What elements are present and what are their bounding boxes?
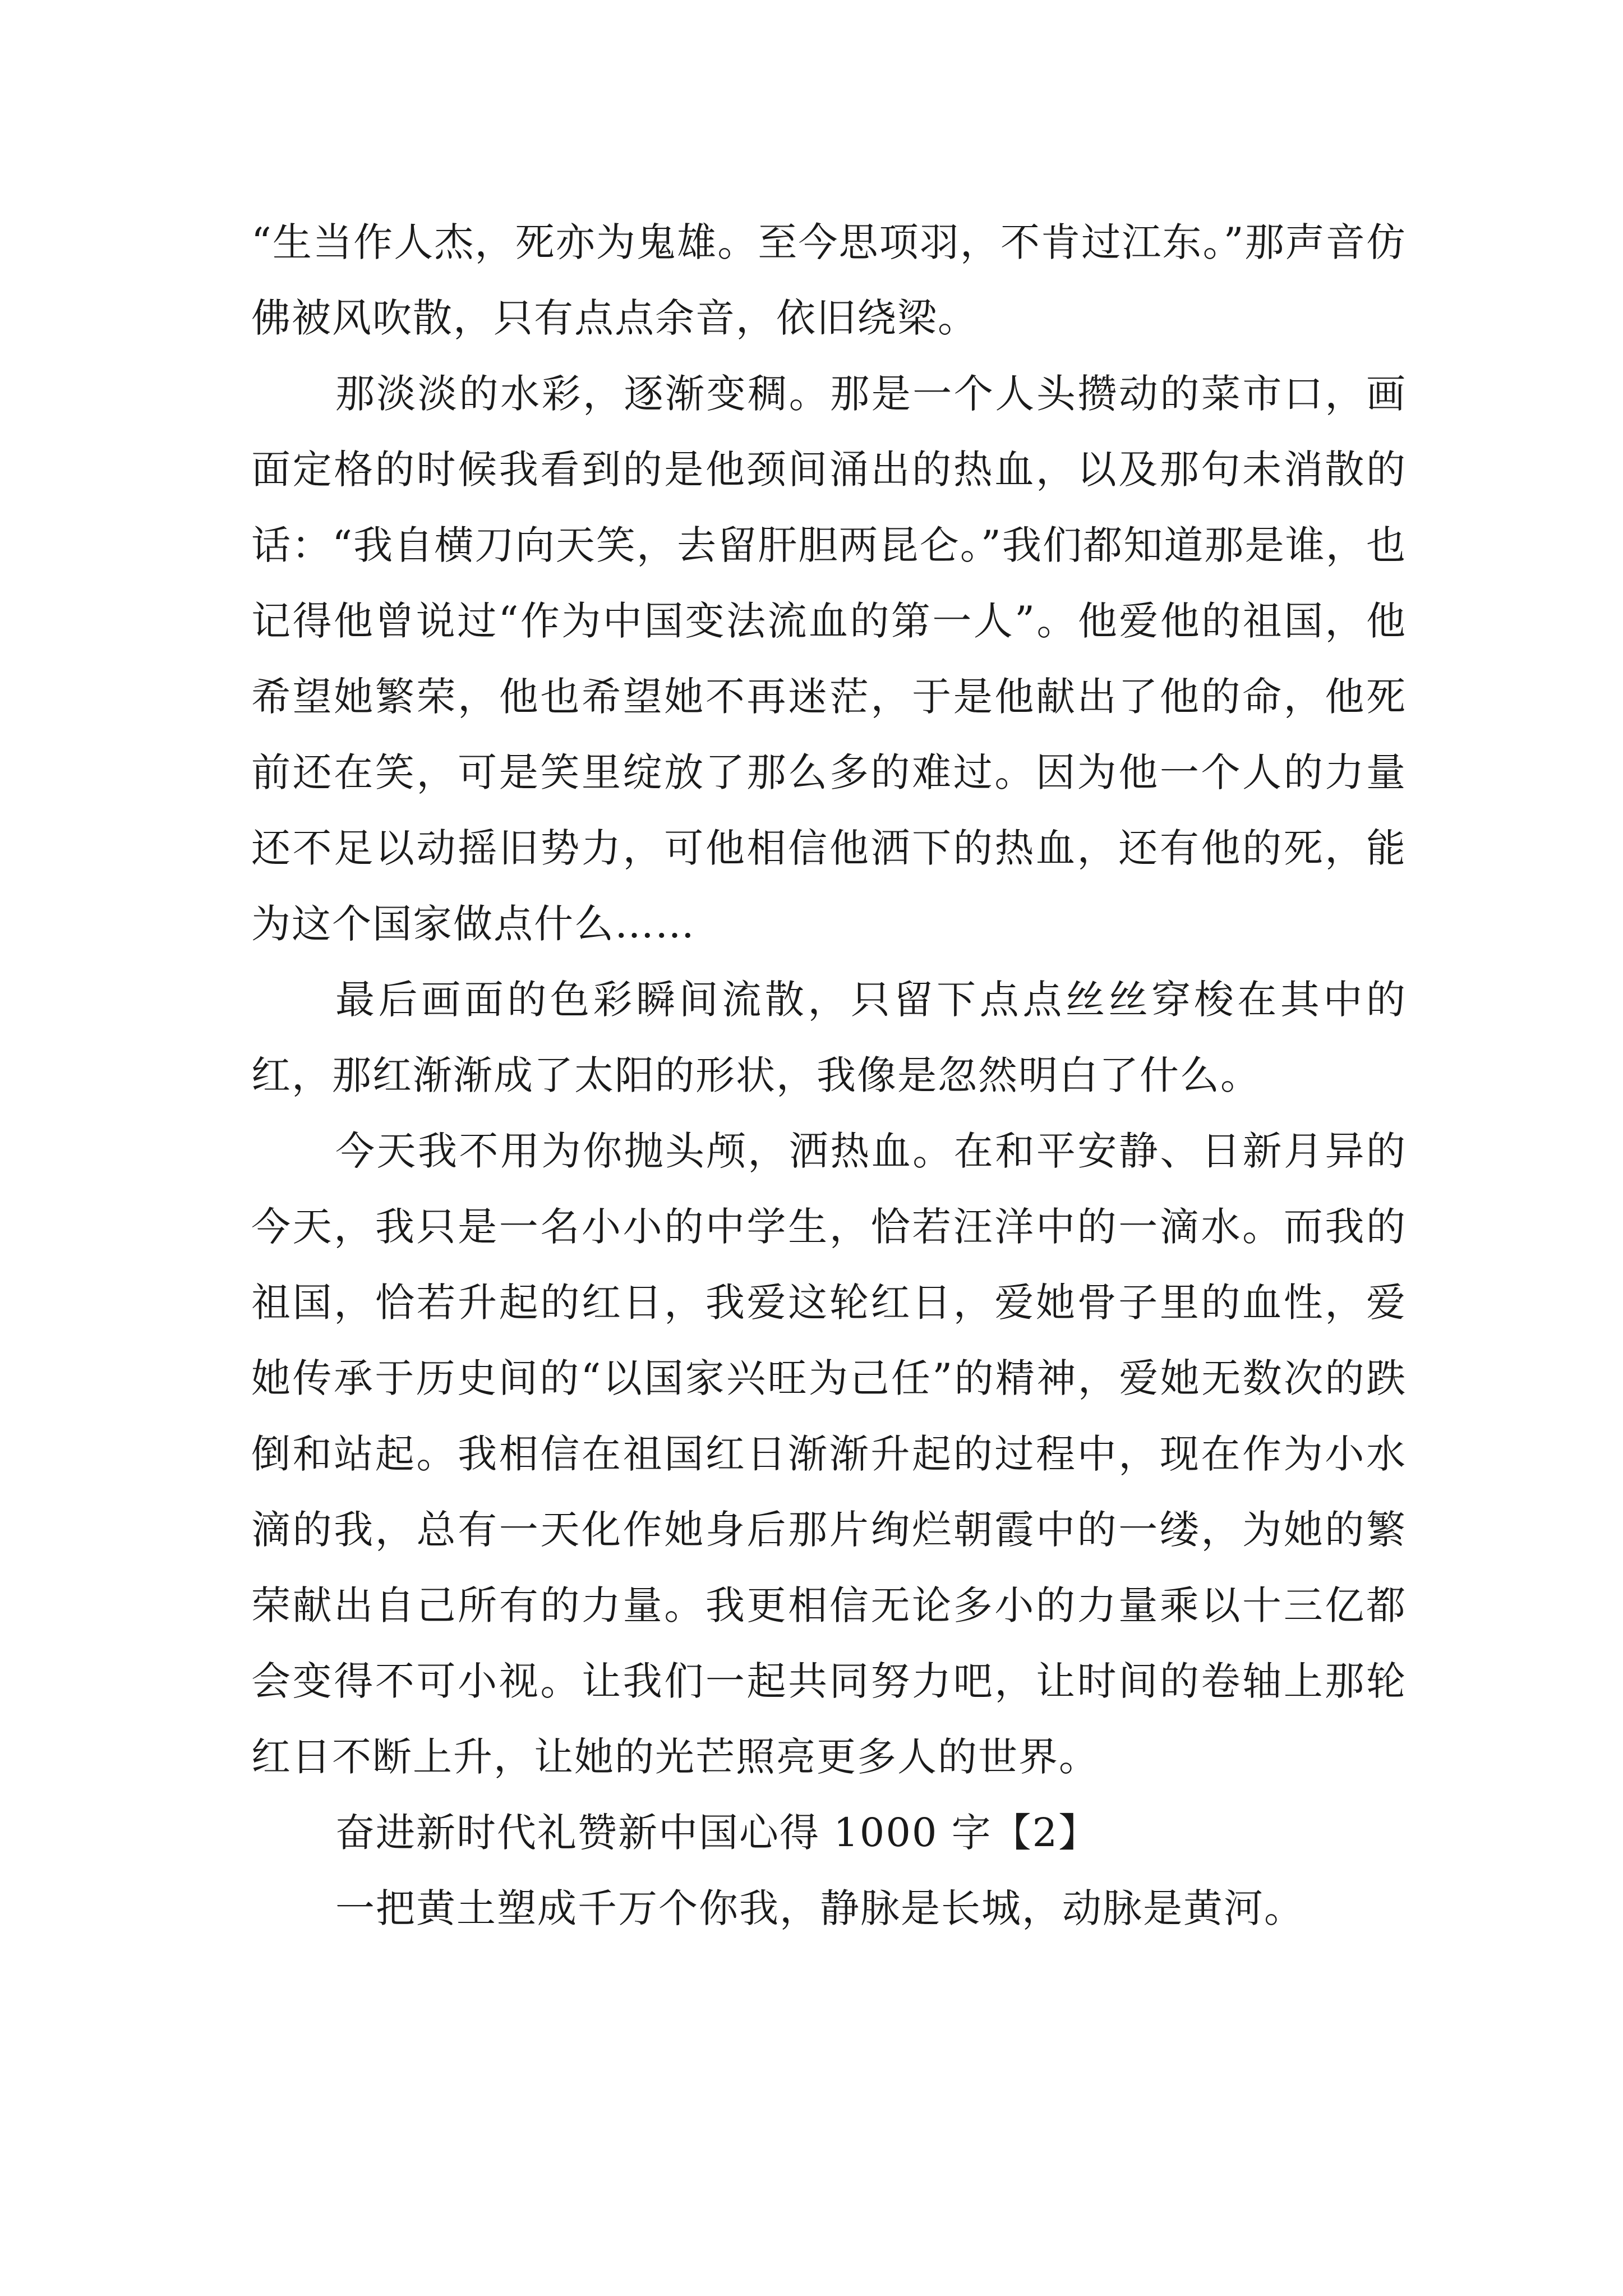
paragraph-2: 那淡淡的水彩，逐渐变稠。那是一个人头攒动的菜市口，画面定格的时候我看到的是他颈间涌出的热血，以及那句未消散的话：“我自横刀向天笑，去留肝胆两昆仑。”我们都知道那是谁，也记得他曾说过“作为中国变法流血的第一人”。他爱他的祖国，他希望她繁荣，他也希望她不再迷茫，于是他献出了他的命，他死前还在笑，可是笑里绽放了那么多的难过。因为他一个人的力量还不足以动摇旧势力，可他相信他洒下的热血，还有他的死，能为这个国家做点什么……: [251, 371, 1407, 947]
paragraph-1: “生当作人杰，死亦为鬼雄。至今思项羽，不肯过江东。”那声音仿佛被风吹散，只有点点余音，依旧绕梁。: [251, 219, 1407, 341]
paragraph-4: 今天我不用为你抛头颅，洒热血。在和平安静、日新月异的今天，我只是一名小小的中学生，恰若汪洋中的一滴水。而我的祖国，恰若升起的红日，我爱这轮红日，爱她骨子里的血性，爱她传承于历史间的“以国家兴旺为己任”的精神，爱她无数次的跌倒和站起。我相信在祖国红日渐渐升起的过程中，现在作为小水滴的我，总有一天化作她身后那片绚烂朝霞中的一缕，为她的繁荣献出自己所有的力量。我更相信无论多小的力量乘以十三亿都会变得不可小视。让我们一起共同努力吧，让时间的卷轴上那轮红日不断上升，让她的光芒照亮更多人的世界。: [251, 1128, 1407, 1780]
paragraph-3: 最后画面的色彩瞬间流散，只留下点点丝丝穿梭在其中的红，那红渐渐成了太阳的形状，我像是忽然明白了什么。: [251, 977, 1407, 1098]
document-body: [251, 205, 1407, 1947]
paragraph-5: 一把黄土塑成千万个你我，静脉是长城，动脉是黄河。: [335, 1885, 1304, 1931]
section-heading: 奋进新时代礼赞新中国心得 1000 字【2】: [335, 1810, 1099, 1856]
